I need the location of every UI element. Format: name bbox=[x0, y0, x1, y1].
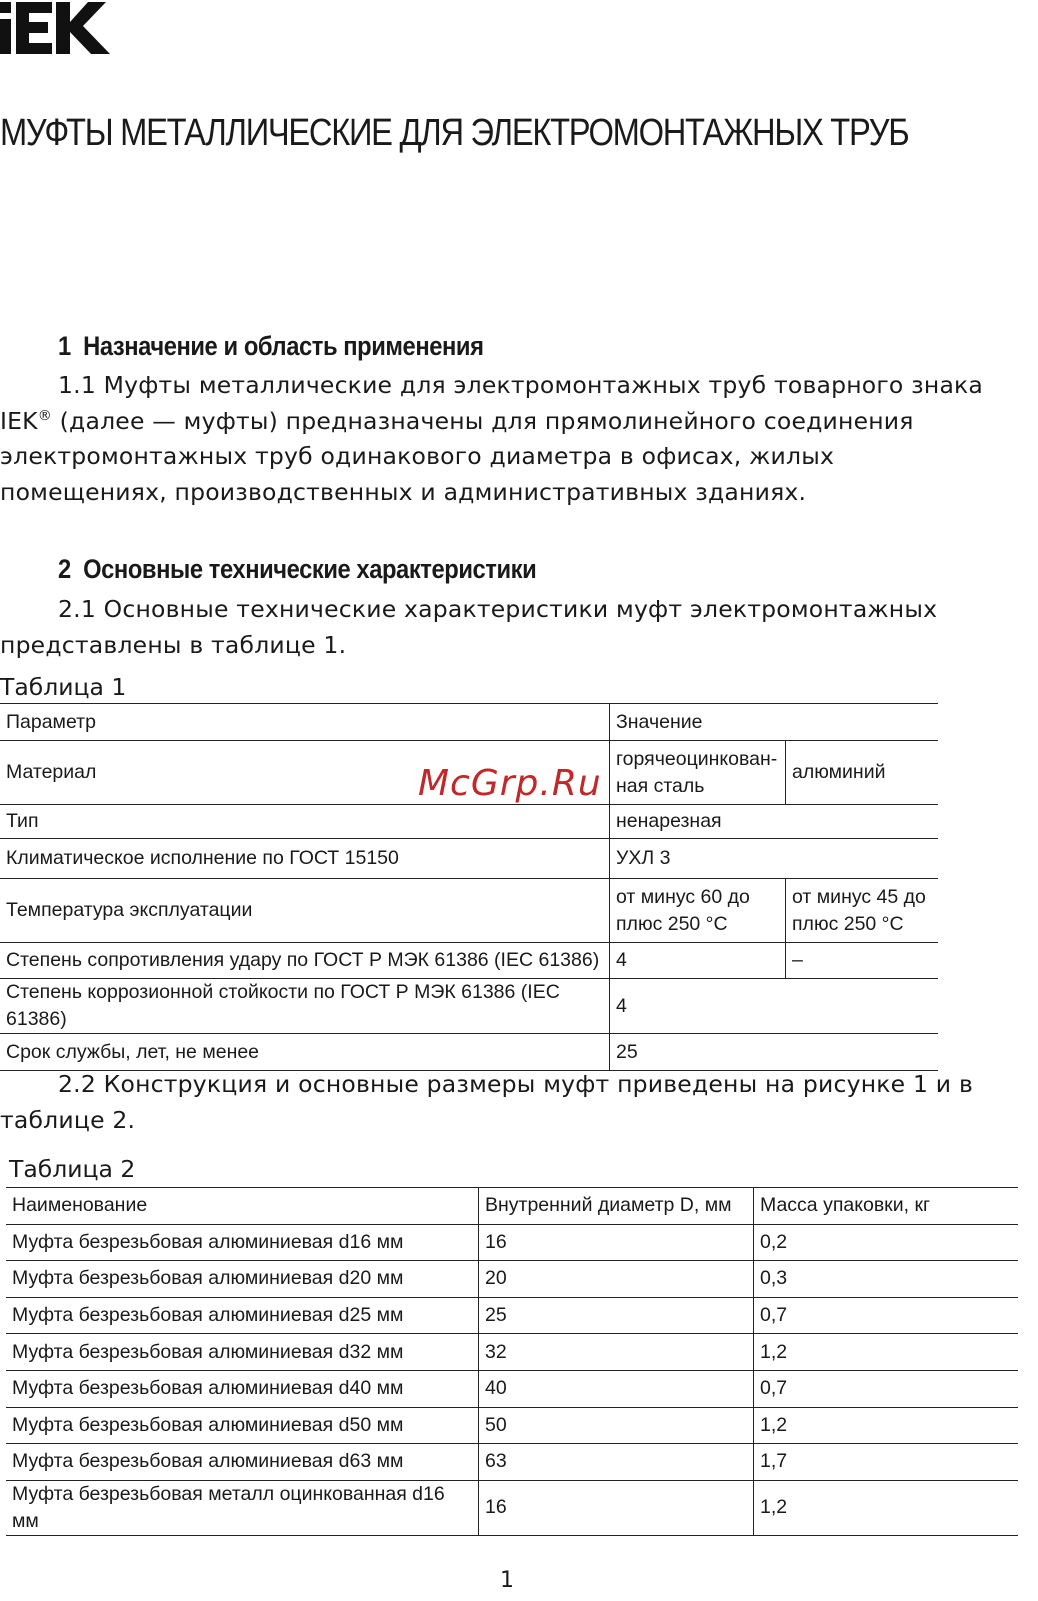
table-row bbox=[6, 1480, 1018, 1535]
document-title: МУФТЫ МЕТАЛЛИЧЕСКИЕ ДЛЯ ЭЛЕКТРОМОНТАЖНЫХ ТРУБ bbox=[0, 112, 909, 154]
table2-cell-mass: 1,7 bbox=[760, 1450, 788, 1473]
s1-line-4: помещениях, производственных и административных зданиях. bbox=[0, 477, 807, 506]
table2-header-diameter: Внутренний диаметр D, мм bbox=[479, 1188, 754, 1225]
table2-cell-name: Муфта безрезьбовая алюминиевая d32 мм bbox=[6, 1334, 479, 1371]
table1-header-row bbox=[0, 704, 938, 741]
iek-logo bbox=[0, 2, 112, 54]
table1-cell: ненарезная bbox=[616, 810, 722, 832]
table1-header-param: Параметр bbox=[0, 704, 610, 741]
table2-cell-mass: 0,2 bbox=[760, 1230, 788, 1253]
table-row bbox=[6, 1334, 1018, 1371]
table2-cell-diameter: 20 bbox=[479, 1261, 754, 1298]
table1-cell: Температура эксплуатации bbox=[0, 879, 610, 943]
section1-heading-text: Назначение и область применения bbox=[83, 331, 484, 361]
section1-paragraph bbox=[0, 368, 1030, 510]
table1-row-impact bbox=[0, 943, 938, 979]
table2-cell-name: Муфта безрезьбовая алюминиевая d20 мм bbox=[6, 1261, 479, 1298]
table1-row-type bbox=[0, 805, 938, 839]
table-row bbox=[6, 1224, 1018, 1261]
table2-cell-mass: 1,2 bbox=[760, 1340, 788, 1363]
table2-header-name: Наименование bbox=[6, 1188, 479, 1225]
table2-cell-name: Муфта безрезьбовая алюминиевая d25 мм bbox=[6, 1297, 479, 1334]
table1-header-value: Значение bbox=[616, 710, 703, 733]
table1 bbox=[0, 703, 938, 1071]
table1-cell: горячеоцинкован-ная сталь bbox=[610, 741, 786, 805]
table2-cell-name: Муфта безрезьбовая алюминиевая d40 мм bbox=[6, 1370, 479, 1407]
table2-caption: Таблица 2 bbox=[9, 1155, 136, 1183]
table1-row-service-life bbox=[0, 1034, 938, 1071]
table2-cell-diameter: 40 bbox=[479, 1370, 754, 1407]
table2-cell-mass: 0,3 bbox=[760, 1267, 788, 1290]
table2-cell-diameter: 32 bbox=[479, 1334, 754, 1371]
s1-brand-mark: IEK bbox=[0, 406, 38, 435]
table2-cell-mass: 1,2 bbox=[760, 1496, 788, 1519]
section1-number: 1 bbox=[58, 331, 71, 361]
table1-cell: Тип bbox=[0, 805, 610, 839]
table2-cell-diameter: 16 bbox=[479, 1224, 754, 1261]
table1-row-climate bbox=[0, 839, 938, 879]
table-row bbox=[6, 1407, 1018, 1444]
table1-caption: Таблица 1 bbox=[0, 673, 127, 701]
paragraph-2-2 bbox=[0, 1067, 1030, 1138]
table1-cell: 4 bbox=[610, 943, 786, 979]
table1-cell: Степень сопротивления удару по ГОСТ Р МЭК 61386 (IEC 61386) bbox=[0, 943, 610, 979]
table1-row-temperature bbox=[0, 879, 938, 943]
table1-cell: Материал bbox=[0, 741, 610, 805]
p22-line-1: 2.2 Конструкция и основные размеры муфт приведены на рисунке 1 и в bbox=[58, 1070, 973, 1098]
s1-line-1: 1.1 Муфты металлические для электромонтажных труб товарного знака bbox=[58, 371, 984, 399]
table1-cell: алюминий bbox=[792, 761, 886, 783]
table2-cell-mass: 1,2 bbox=[760, 1413, 788, 1436]
section2-heading bbox=[58, 554, 536, 585]
table-row bbox=[6, 1370, 1018, 1407]
table1-cell: от минус 60 до плюс 250 °С bbox=[610, 879, 786, 943]
table2-cell-diameter: 25 bbox=[479, 1297, 754, 1334]
table2-cell-diameter: 63 bbox=[479, 1444, 754, 1481]
table1-cell: от минус 45 до плюс 250 °С bbox=[792, 885, 926, 935]
table2-cell-name: Муфта безрезьбовая алюминиевая d50 мм bbox=[6, 1407, 479, 1444]
table1-cell: – bbox=[792, 949, 803, 971]
s2-line-2: представлены в таблице 1. bbox=[0, 630, 347, 659]
table1-cell: Климатическое исполнение по ГОСТ 15150 bbox=[0, 839, 610, 879]
s2-line-1: 2.1 Основные технические характеристики муфт электромонтажных bbox=[58, 595, 938, 623]
watermark: McGrp.Ru bbox=[418, 763, 602, 804]
table2-cell-mass: 0,7 bbox=[760, 1304, 788, 1327]
section2-heading-text: Основные технические характеристики bbox=[83, 554, 537, 584]
page-number: 1 bbox=[500, 1568, 514, 1593]
table-row bbox=[6, 1297, 1018, 1334]
table2-header-mass: Масса упаковки, кг bbox=[760, 1194, 931, 1217]
table2-cell-name: Муфта безрезьбовая алюминиевая d63 мм bbox=[6, 1444, 479, 1481]
table-row bbox=[6, 1444, 1018, 1481]
section2-paragraph bbox=[0, 592, 1030, 663]
table1-row-corrosion bbox=[0, 979, 938, 1034]
table2-cell-diameter: 50 bbox=[479, 1407, 754, 1444]
registered-mark: ® bbox=[37, 407, 52, 424]
table2 bbox=[6, 1187, 1018, 1536]
table-row bbox=[6, 1261, 1018, 1298]
table1-cell: Степень коррозионной стойкости по ГОСТ Р МЭК 61386 (IEC 61386) bbox=[0, 979, 610, 1034]
table2-cell-name: Муфта безрезьбовая алюминиевая d16 мм bbox=[6, 1224, 479, 1261]
s1-line-2: (далее — муфты) предназначены для прямолинейного соединения bbox=[59, 406, 914, 435]
table1-cell: Срок службы, лет, не менее bbox=[0, 1034, 610, 1071]
table2-cell-diameter: 16 bbox=[479, 1480, 754, 1535]
table1-cell: 4 bbox=[616, 994, 627, 1017]
table1-cell: 25 bbox=[616, 1040, 638, 1063]
s1-line-3: электромонтажных труб одинакового диаметра в офисах, жилых bbox=[0, 442, 835, 470]
p22-line-2: таблице 2. bbox=[0, 1105, 136, 1134]
table2-cell-name: Муфта безрезьбовая металл оцинкованная d16 мм bbox=[6, 1480, 479, 1535]
section1-heading bbox=[58, 331, 484, 362]
table2-body bbox=[6, 1224, 1018, 1535]
table2-cell-mass: 0,7 bbox=[760, 1377, 788, 1400]
table1-cell: УХЛ 3 bbox=[616, 847, 671, 869]
table2-header-row bbox=[6, 1188, 1018, 1225]
section2-number: 2 bbox=[58, 554, 71, 584]
